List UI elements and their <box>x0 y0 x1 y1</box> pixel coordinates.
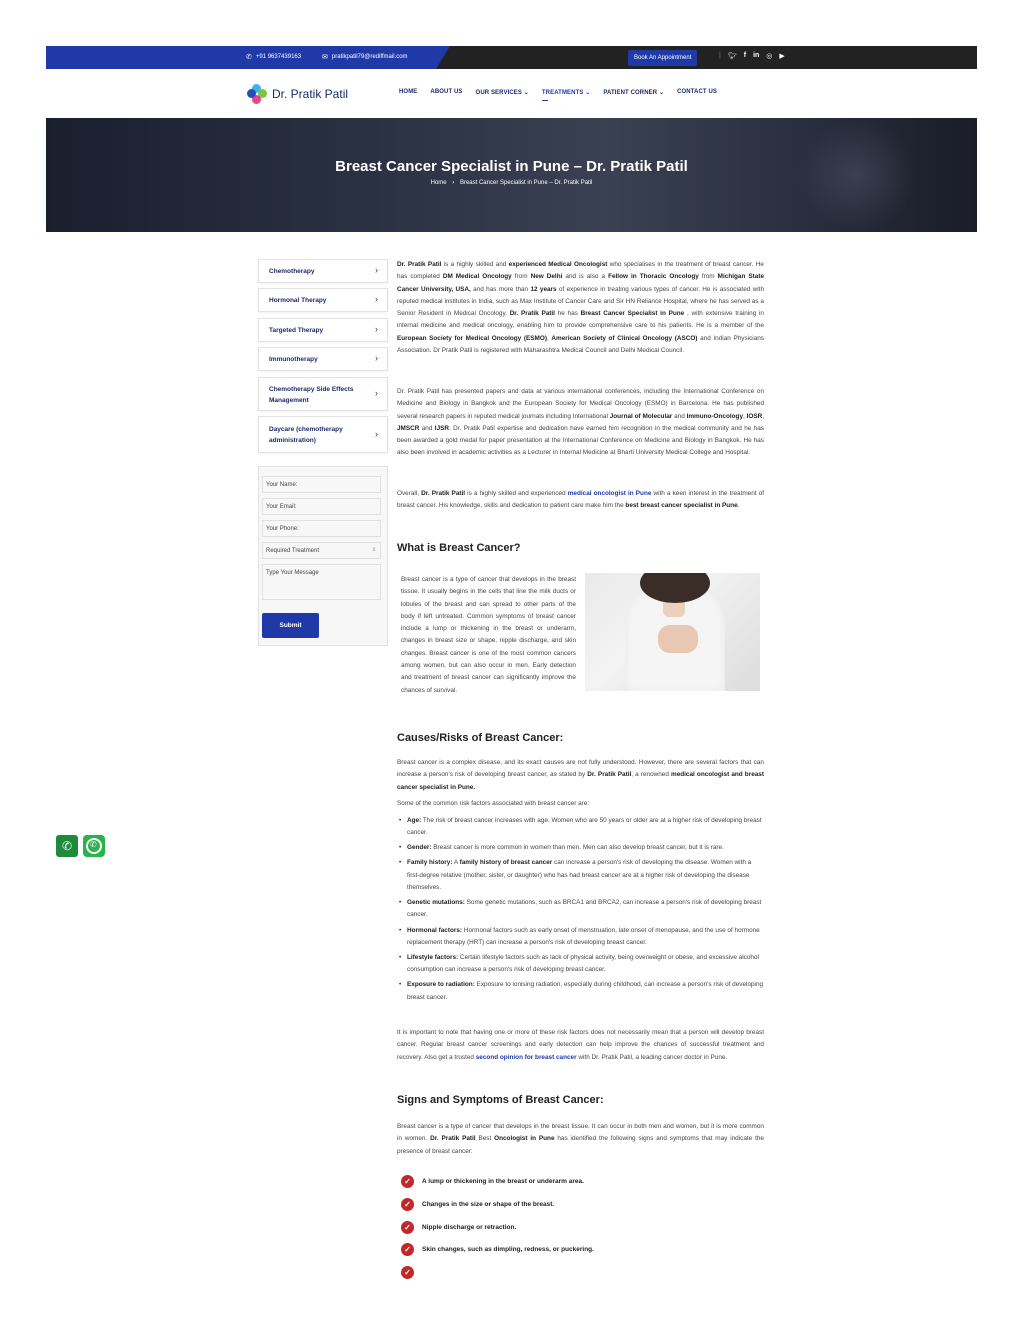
page-title: Breast Cancer Specialist in Pune – Dr. Pratik Patil <box>335 158 688 175</box>
intro-paragraph-1: Dr. Pratik Patil is a highly skilled and experienced Medical Oncologist who specialises in the treatment of breast cancer. He has completed DM Medical Oncology from New Delhi and is also a Fellow in Thoracic Oncology from Michigan State Cancer University, USA, and has more than 12 years of experience in treating various types of cancer. He is associated with reputed medical institutes in India, such as Max Institute of Cancer Care and Sir HN Reliance Hospital, where he has served as a Senior Resident in Medical Oncology. Dr. Pratik Patil he has Breast Cancer Specialist in Pune , with extensive training in internal medicine and medical oncology, enabling him to provide comprehensive care to his patients. He is a member of the European Society for Medical Oncology (ESMO), American Society of Clinical Oncology (ASCO) and Indian Physicians Association. Dr Pratik Patil is registered with Maharashtra Medical Council and Delhi Medical Council. <box>397 261 765 355</box>
phone-field[interactable]: Your Phone: <box>262 520 381 537</box>
main-nav <box>46 69 977 118</box>
list-item: • Hormonal factors: Hormonal factors such as early onset of menstruation, late onset of menopause, and the use of hormone replacement therapy (HRT) can increase a person's risk of developing breast cancer. <box>397 925 764 950</box>
what-text: Breast cancer is a type of cancer that develops in the breast tissue. It usually begins in the cells that line the milk ducts or lobules of the breast and can spread to other parts of the body if left untreated. Common symptoms of breast cancer include a lump or thickening in the breast or underarm, changes in breast size or shape, nipple discharge, and skin changes. Breast cancer is one of the most common cancers among women, but can also occur in men. Early detection and treatment of breast cancer can significantly improve the chances of survival. <box>401 576 576 694</box>
treatment-select[interactable] <box>262 542 381 559</box>
section-heading-causes: Causes/Risks of Breast Cancer: <box>397 732 564 744</box>
breadcrumb-current: Breast Cancer Specialist in Pune – Dr. Pratik Patil <box>459 180 593 186</box>
list-item: • Age: The risk of breast cancer increases with age. Women who are 50 years or older are at a higher risk of developing breast cancer. <box>397 815 764 840</box>
nav-menu <box>399 89 717 96</box>
signs-intro: Breast cancer is a type of cancer that develops in the breast tissue. It can occur in both men and women, but it is more common in women. Dr. Pratik Patil Best Oncologist in Pune has identified the following signs and symptoms that may indicate the presence of breast cancer: <box>397 1123 764 1155</box>
nav-home[interactable]: HOME <box>399 89 418 95</box>
chevron-right-icon: › <box>452 180 455 186</box>
youtube-icon[interactable]: ▶ <box>779 53 785 60</box>
top-bar <box>46 46 977 69</box>
social-links <box>719 52 785 60</box>
nav-treatments[interactable]: TREATMENTS ⌄ <box>541 90 591 96</box>
phone-link[interactable]: ✆ +91 9637439163 <box>246 54 302 61</box>
section-heading-what: What is Breast Cancer? <box>397 542 521 554</box>
list-item: ✓ Changes in the size or shape of the breast. <box>401 1198 554 1211</box>
list-item: ✓ Nipple discharge or retraction. <box>401 1221 516 1234</box>
name-field[interactable]: Your Name: <box>262 476 381 493</box>
call-float-button[interactable] <box>56 835 78 857</box>
check-icon: ✓ <box>401 1198 414 1211</box>
list-item: • Gender: Breast cancer is more common in women than men. Men can also develop breast cancer, but it is rare. <box>397 842 764 854</box>
causes-lead: Some of the common risk factors associated with breast cancer are: <box>397 800 590 807</box>
sidebar-item-chemotherapy[interactable]: Chemotherapy › <box>258 259 388 283</box>
inline-link[interactable]: second opinion for breast cancer <box>475 1053 577 1061</box>
chevron-right-icon: › <box>375 324 378 334</box>
sidebar-item-targeted-therapy[interactable]: Targeted Therapy › <box>258 318 388 342</box>
phone-icon: ✆ <box>61 839 73 853</box>
risk-list <box>397 815 764 1007</box>
list-item: • Lifestyle factors: Certain lifestyle factors such as lack of physical activity, being overweight or obese, and excessive alcohol consumption can increase a person's risk of developing breast cancer. <box>397 952 764 977</box>
book-appointment-button[interactable]: Book An Appointment <box>628 50 697 66</box>
intro-paragraph-3: Overall, Dr. Pratik Patil is a highly skilled and experienced medical oncologist in Pune with a keen interest in the treatment of breast cancer. His knowledge, skills and dedication to patient care make him the best breast cancer specialist in Pune. <box>397 490 764 510</box>
enquiry-form <box>258 466 388 646</box>
causes-intro: Breast cancer is a complex disease, and its exact causes are not fully understood. However, there are several factors that can increase a person's risk of developing breast cancer, as stated by Dr. Pratik Patil, a renowned medical oncologist and breast cancer specialist in Pune. <box>397 759 764 791</box>
check-icon: ✓ <box>401 1175 414 1188</box>
sidebar-item-immunotherapy[interactable]: Immunotherapy › <box>258 347 388 371</box>
twitter-icon[interactable]: 🐦︎ <box>727 53 737 60</box>
breadcrumb-home[interactable]: Home <box>430 180 447 186</box>
submit-button[interactable]: Submit <box>262 613 319 638</box>
message-field[interactable]: Type Your Message <box>262 564 381 600</box>
causes-outro: It is important to note that having one or more of these risk factors does not necessarily mean that a person will develop breast cancer. Regular breast cancer screenings and early detection can help improve the chances of successful treatment and recovery. Also get a trusted second opinion for breast cancer with Dr. Pratik Patil, a leading cancer doctor in Pune. <box>397 1029 764 1061</box>
breast-cancer-photo <box>585 573 760 691</box>
whatsapp-float-button[interactable]: ✆ <box>83 835 105 857</box>
check-icon: ✓ <box>401 1221 414 1234</box>
sidebar-item-daycare[interactable]: Daycare (chemotherapy administration) › <box>258 416 388 453</box>
list-item: ✓ Skin changes, such as dimpling, redness, or puckering. <box>401 1243 594 1256</box>
page-hero <box>46 118 977 232</box>
section-heading-signs: Signs and Symptoms of Breast Cancer: <box>397 1094 604 1106</box>
nav-our-services[interactable]: OUR SERVICES ⌄ <box>475 90 529 96</box>
logo-text: Dr. Pratik Patil <box>272 87 349 101</box>
mail-icon: ✉ <box>322 54 328 61</box>
select-arrows-icon: ⇕ <box>371 547 376 553</box>
inline-link[interactable]: medical oncologist in Pune <box>567 490 652 497</box>
chevron-right-icon: › <box>375 353 378 363</box>
facebook-icon[interactable]: f <box>743 52 747 59</box>
list-item <box>401 1266 422 1279</box>
site-logo[interactable] <box>247 84 348 104</box>
breadcrumb <box>46 180 977 186</box>
chevron-right-icon: › <box>375 388 378 398</box>
nav-contact-us[interactable]: CONTACT US <box>677 89 717 95</box>
email-field[interactable]: Your Email: <box>262 498 381 515</box>
instagram-icon[interactable]: ◎ <box>766 53 773 60</box>
email-link[interactable]: ✉ pratikpatil79@rediffmail.com <box>322 54 408 61</box>
list-item: ✓ A lump or thickening in the breast or underarm area. <box>401 1175 584 1188</box>
nav-patient-corner[interactable]: PATIENT CORNER ⌄ <box>603 90 665 96</box>
linkedin-icon[interactable]: in <box>753 52 760 59</box>
intro-paragraph-2: Dr. Pratik Patil has presented papers and data at various international conferences, including the International Conference on Medicine and Biology in Bangkok and the European Society for Medical Oncology (ESMO) in Barcelona. He has published several research papers in reputed medical journals including International Journal of Molecular and Immuno-Oncology, IOSR, JMSCR and IJSR. Dr. Pratik Patil expertise and dedication have earned him recognition in the medical community and he has been awarded a gold medal for paper presentation at the International Conference on Medicine and Biology in Bangkok. He has also been involved in academic activities as a Lecturer in Internal Medicine at Bharti University Medical College and Hospital. <box>397 388 765 457</box>
list-item: • Family history: A family history of breast cancer can increase a person's risk of developing the disease. Women with a first-degree relative (mother, sister, or daughter) who has had breast cancer are at a higher risk of developing the disease themselves. <box>397 857 764 894</box>
sidebar-item-hormonal-therapy[interactable]: Hormonal Therapy › <box>258 288 388 312</box>
chevron-right-icon: › <box>375 265 378 275</box>
treatment-select-value: Required Treatment <box>266 548 320 554</box>
list-item: • Exposure to radiation: Exposure to ionising radiation, especially during childhood, can increase a person's risk of developing breast cancer. <box>397 979 764 1004</box>
check-icon: ✓ <box>401 1243 414 1256</box>
logo-icon <box>247 84 267 104</box>
check-icon: ✓ <box>401 1266 414 1279</box>
separator: | <box>719 52 721 59</box>
chevron-right-icon: › <box>375 429 378 439</box>
phone-icon: ✆ <box>246 54 252 61</box>
chevron-right-icon: › <box>375 294 378 304</box>
list-item: • Genetic mutations: Some genetic mutations, such as BRCA1 and BRCA2, can increase a person's risk of developing breast cancer. <box>397 897 764 922</box>
sidebar-item-side-effects[interactable]: Chemotherapy Side Effects Management › <box>258 377 388 411</box>
nav-about-us[interactable]: ABOUT US <box>430 89 463 95</box>
